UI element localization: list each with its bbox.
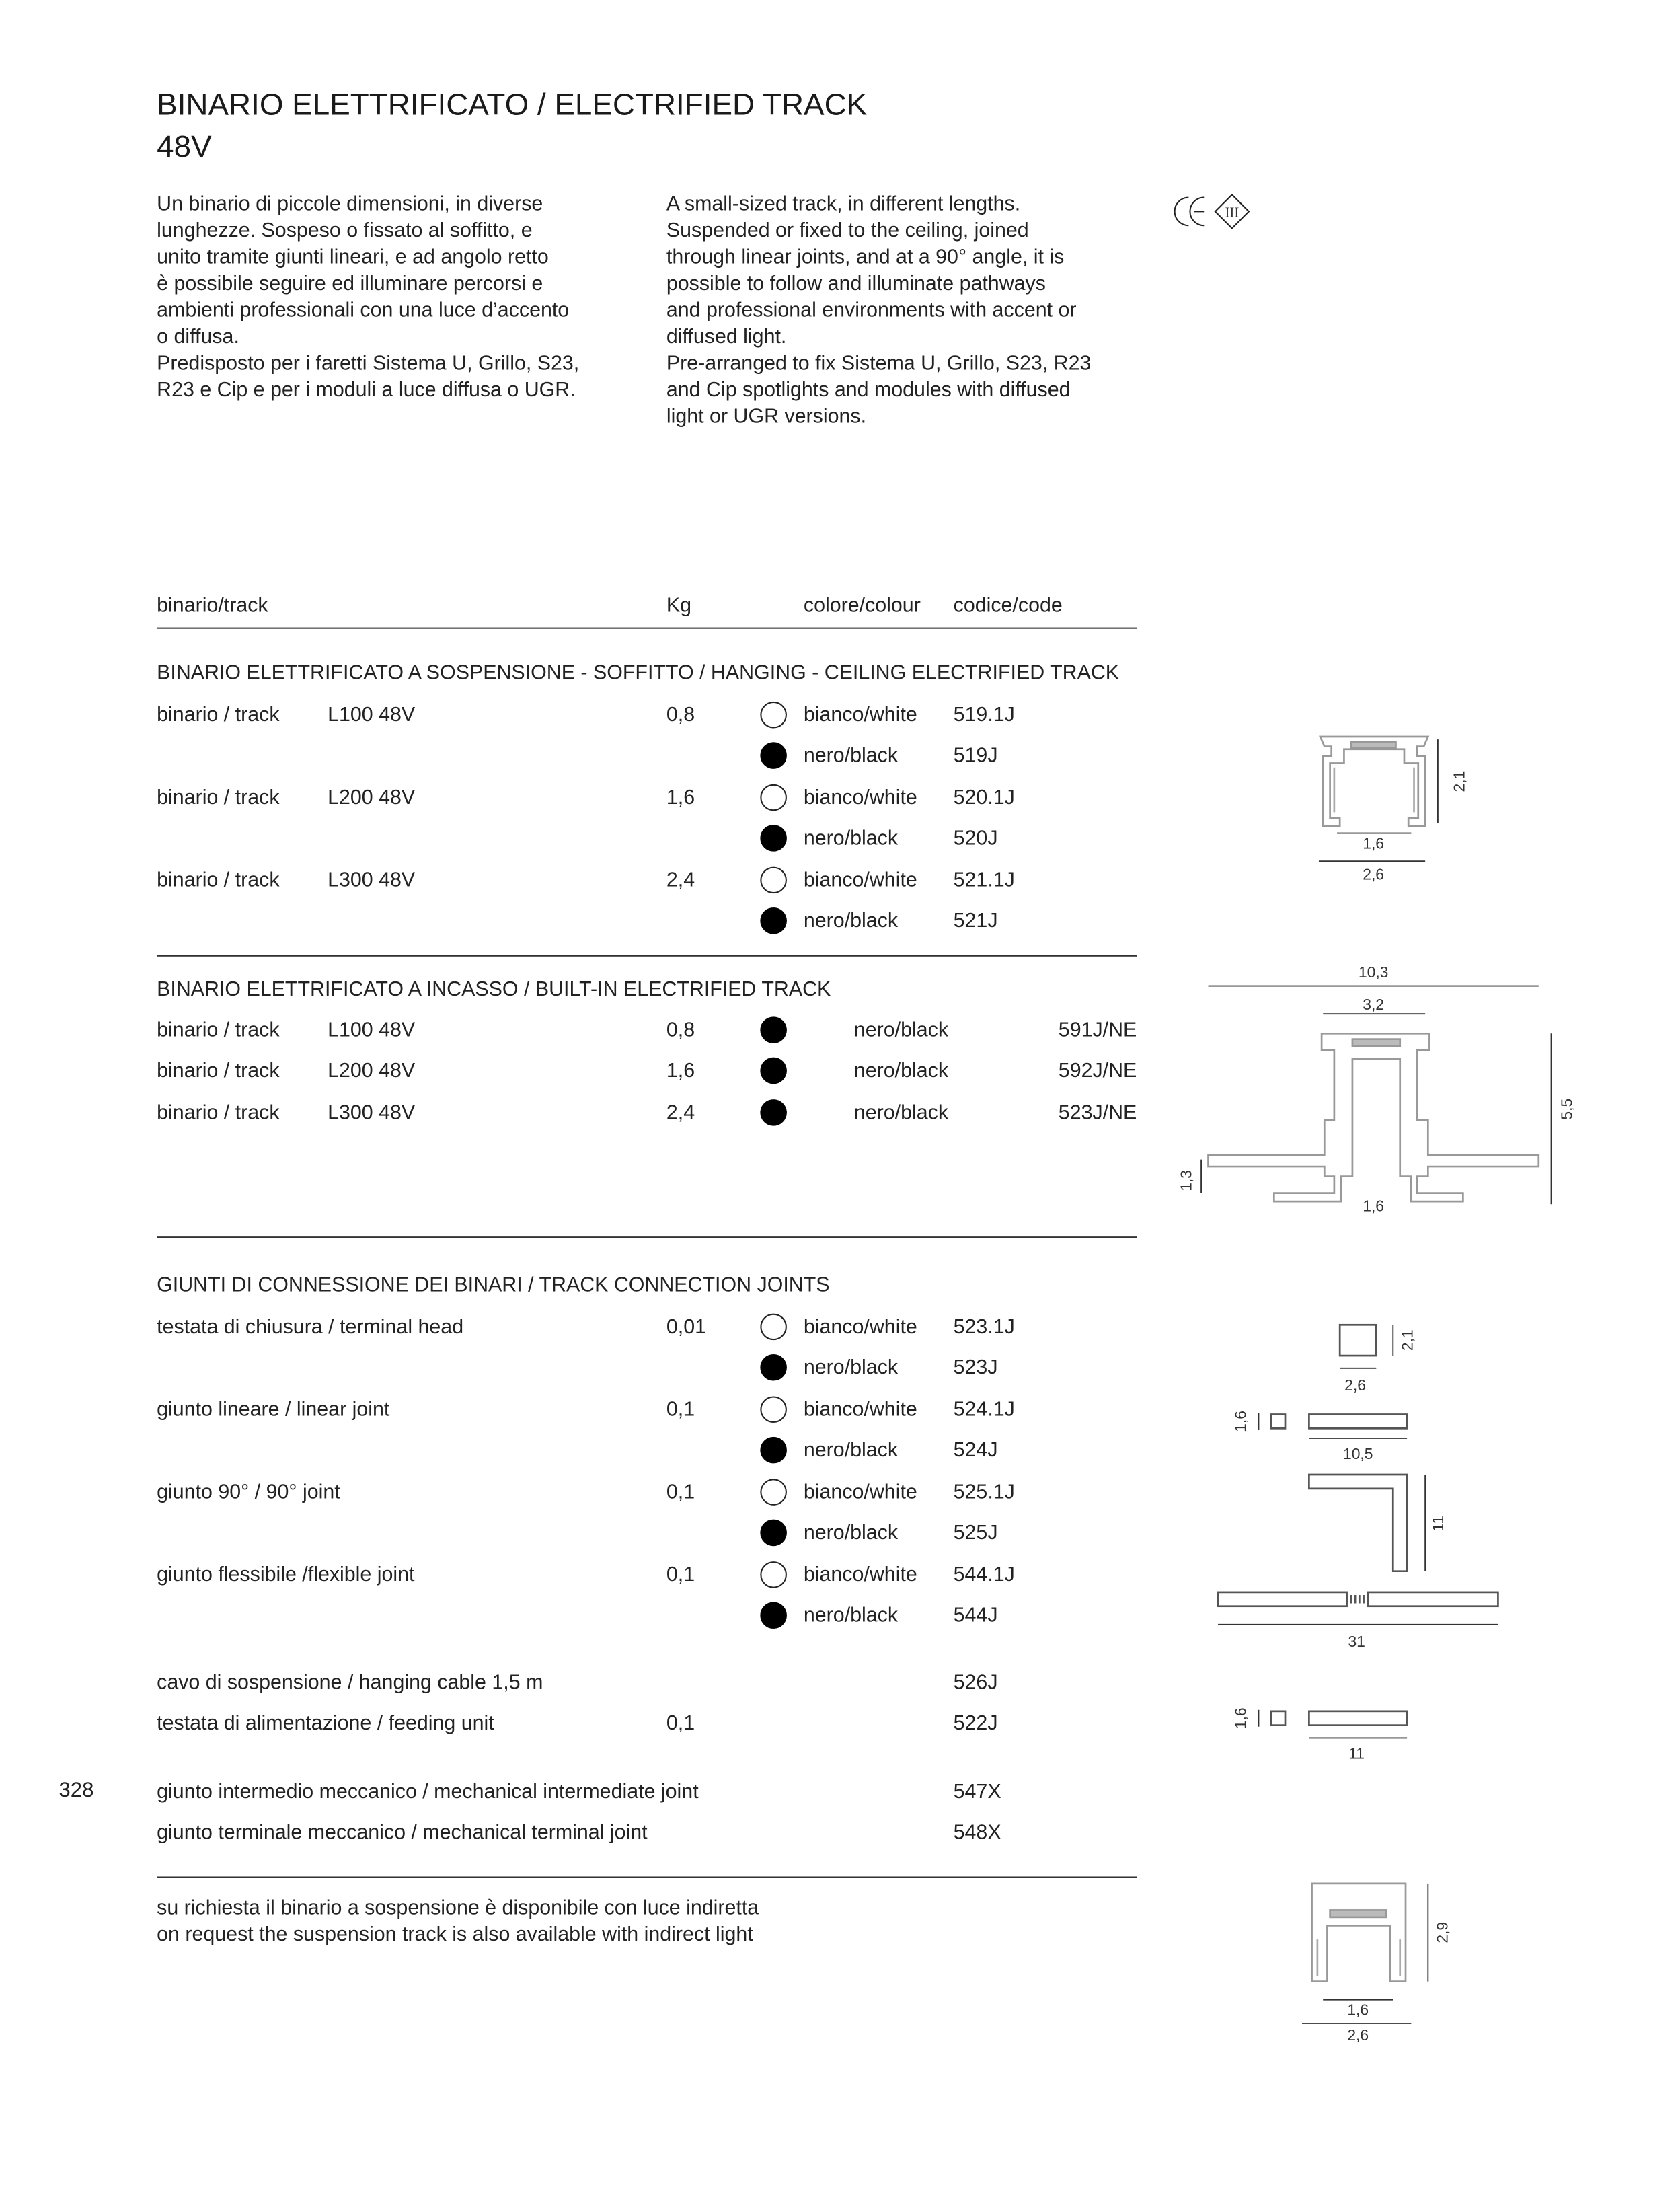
dim-label: 2,1: [1398, 1329, 1416, 1351]
item-code: 525.1J: [953, 1481, 1015, 1504]
dim-label: 5,5: [1558, 1098, 1576, 1120]
item-weight: 1,6: [666, 1060, 695, 1084]
section-title: BINARIO ELETTRIFICATO A INCASSO / BUILT-IN ELECTRIFIED TRACK: [157, 979, 831, 1002]
linear-joint-drawing: [1271, 1415, 1407, 1429]
item-colour: bianco/white: [803, 786, 917, 809]
header-kg: Kg: [666, 595, 692, 618]
dim-label: 11: [1348, 1744, 1365, 1763]
header-code: codice/code: [953, 595, 1063, 618]
dim-label: 10,5: [1342, 1445, 1373, 1463]
joint-90-drawing: [1309, 1475, 1407, 1571]
item-colour: nero/black: [853, 1060, 949, 1084]
item-code: 525J: [953, 1522, 998, 1545]
item-code: 520.1J: [953, 786, 1015, 809]
section-title: BINARIO ELETTRIFICATO A SOSPENSIONE - SOFFITTO / HANGING - CEILING ELECTRIFIED TRACK: [157, 662, 1120, 685]
terminal-head-drawing: [1340, 1325, 1376, 1356]
item-name: testata di alimentazione / feeding unit: [157, 1713, 494, 1736]
item-weight: 0,1: [666, 1481, 695, 1504]
item-weight: 0,1: [666, 1399, 695, 1421]
item-weight: 0,01: [666, 1316, 707, 1339]
indirect-track-profile-drawing: [1312, 1884, 1406, 1982]
item-colour: nero/black: [803, 1522, 899, 1545]
item-code: 591J/NE: [1058, 1019, 1137, 1042]
item-weight: 0,8: [666, 1019, 695, 1042]
item-colour: nero/black: [803, 1358, 899, 1380]
dim-label: 1,3: [1177, 1169, 1195, 1191]
item-colour: nero/black: [803, 1604, 899, 1628]
item-code: 519J: [953, 745, 998, 768]
item-code: 520J: [953, 828, 998, 851]
item-code: 524.1J: [953, 1399, 1015, 1421]
item-code: 592J/NE: [1058, 1060, 1137, 1084]
feeding-unit-drawing: [1271, 1711, 1407, 1726]
dim-label: 2,6: [1347, 2026, 1369, 2044]
footnote: su richiesta il binario a sospensione è disponibile con luce indiretta on request the suspension track is also available with indirect light: [157, 1897, 759, 1947]
item-code: 524J: [953, 1440, 998, 1463]
item-model: L300 48V: [328, 869, 416, 892]
item-code: 547X: [953, 1781, 1001, 1804]
item-code: 519.1J: [953, 704, 1015, 727]
title-line-2: 48V: [157, 128, 212, 164]
description-english: A small-sized track, in different lengths. Suspended or fixed to the ceiling, joined through linear joints, and at a 90° angle, it is possible to follow and illuminate pathways and professional environments with accent or diffused light. Pre-arranged to fix Sistema U, Grillo, S23, R23 and Cip spotlights and modules with diffused light or UGR versions.: [666, 193, 1092, 429]
item-model: L200 48V: [328, 786, 416, 809]
header-track: binario/track: [157, 595, 268, 618]
item-name: giunto flessibile /flexible joint: [157, 1563, 415, 1586]
item-code: 522J: [953, 1713, 998, 1736]
item-name: binario / track: [157, 1060, 280, 1084]
item-colour: nero/black: [853, 1102, 949, 1125]
item-weight: 1,6: [666, 786, 695, 809]
item-weight: 2,4: [666, 1102, 695, 1125]
flexible-joint-drawing: [1218, 1592, 1498, 1606]
item-name: giunto intermedio meccanico / mechanical intermediate joint: [157, 1781, 699, 1804]
dim-label: 1,6: [1347, 2001, 1369, 2019]
item-weight: 0,1: [666, 1713, 695, 1736]
item-code: 548X: [953, 1822, 1001, 1845]
item-model: L100 48V: [328, 1019, 416, 1042]
item-colour: bianco/white: [803, 869, 917, 892]
item-code: 521J: [953, 910, 998, 933]
item-code: 526J: [953, 1672, 998, 1695]
item-colour: bianco/white: [803, 704, 917, 727]
dim-label: 1,6: [1363, 834, 1385, 852]
item-code: 523J: [953, 1358, 998, 1380]
item-name: binario / track: [157, 869, 280, 892]
svg-text:III: III: [1225, 204, 1239, 221]
hanging-track-profile-drawing: [1320, 737, 1428, 826]
item-colour: nero/black: [803, 745, 899, 768]
dim-label: 2,1: [1450, 770, 1468, 792]
item-weight: 0,1: [666, 1563, 695, 1586]
item-name: binario / track: [157, 1102, 280, 1125]
item-code: 521.1J: [953, 869, 1015, 892]
item-code: 544.1J: [953, 1563, 1015, 1586]
builtin-track-profile-drawing: [1209, 1033, 1539, 1201]
item-name: binario / track: [157, 786, 280, 809]
dim-label: 2,6: [1363, 865, 1385, 883]
dim-label: 3,2: [1363, 995, 1385, 1013]
dim-label: 2,9: [1433, 1921, 1451, 1943]
item-colour: bianco/white: [803, 1316, 917, 1339]
item-code: 523.1J: [953, 1316, 1015, 1339]
item-colour: nero/black: [803, 828, 899, 851]
dim-label: 31: [1348, 1633, 1365, 1651]
item-name: binario / track: [157, 1019, 280, 1042]
item-code: 523J/NE: [1058, 1102, 1137, 1125]
item-model: L300 48V: [328, 1102, 416, 1125]
item-colour: bianco/white: [803, 1563, 917, 1586]
item-weight: 2,4: [666, 869, 695, 892]
dimension-lines: [1201, 739, 1551, 2024]
title-line-1: BINARIO ELETTRIFICATO / ELECTRIFIED TRACK: [157, 87, 868, 122]
item-colour: nero/black: [803, 910, 899, 933]
item-name: cavo di sospensione / hanging cable 1,5 m: [157, 1672, 543, 1695]
item-model: L200 48V: [328, 1060, 416, 1084]
header-colour: colore/colour: [803, 595, 921, 618]
item-code: 544J: [953, 1604, 998, 1628]
dim-label: 1,6: [1231, 1411, 1250, 1432]
item-name: giunto 90° / 90° joint: [157, 1481, 340, 1504]
item-weight: 0,8: [666, 704, 695, 727]
item-name: binario / track: [157, 704, 280, 727]
page-number: 328: [59, 1778, 94, 1803]
dim-label: 1,6: [1363, 1197, 1385, 1215]
dim-label: 10,3: [1358, 963, 1389, 981]
item-name: giunto terminale meccanico / mechanical terminal joint: [157, 1822, 648, 1845]
dim-label: 11: [1429, 1516, 1447, 1532]
item-name: testata di chiusura / terminal head: [157, 1316, 464, 1339]
item-colour: bianco/white: [803, 1399, 917, 1421]
item-model: L100 48V: [328, 704, 416, 727]
item-name: giunto lineare / linear joint: [157, 1399, 390, 1421]
description-italian: Un binario di piccole dimensioni, in diverse lunghezze. Sospeso o fissato al soffitto, e unito tramite giunti lineari, e ad angolo retto è possibile seguire ed illuminare percorsi e ambienti professionali con una luce d’accento o diffusa. Predisposto per i faretti Sistema U, Grillo, S23, R23 e Cip e per i moduli a luce diffusa o UGR.: [157, 193, 580, 402]
dim-label: 2,6: [1344, 1376, 1366, 1395]
section-title: GIUNTI DI CONNESSIONE DEI BINARI / TRACK CONNECTION JOINTS: [157, 1274, 830, 1297]
item-colour: nero/black: [853, 1019, 949, 1042]
item-colour: bianco/white: [803, 1481, 917, 1504]
dim-label: 1,6: [1231, 1707, 1250, 1730]
item-colour: nero/black: [803, 1440, 899, 1463]
